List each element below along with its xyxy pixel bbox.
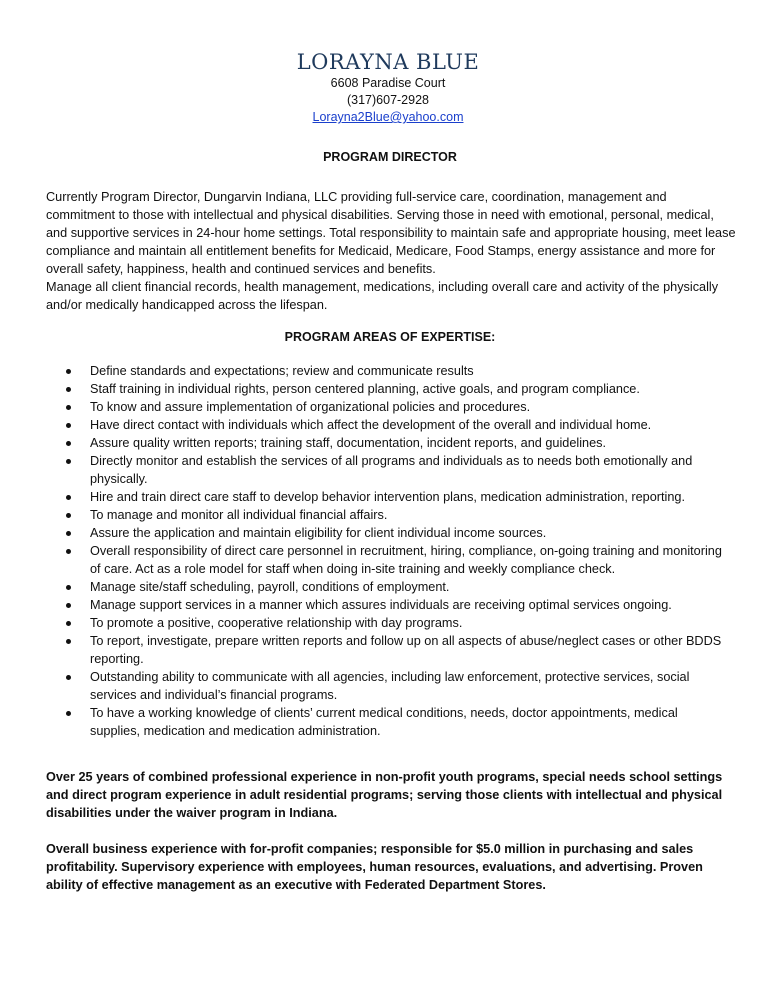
email-link[interactable]: Lorayna2Blue@yahoo.com — [312, 110, 464, 124]
list-item: To have a working knowledge of clients’ current medical conditions, needs, doctor appointments, medical supplies, medication and medication administration. — [0, 704, 768, 740]
bullet-icon — [66, 639, 71, 644]
list-item: Staff training in individual rights, person centered planning, active goals, and program compliance. — [0, 380, 768, 398]
bullet-icon — [66, 423, 71, 428]
bullet-icon — [66, 621, 71, 626]
list-item: To know and assure implementation of organizational policies and procedures. — [0, 398, 768, 416]
summary-paragraph: Manage all client financial records, health management, medications, including overall care and activity of the physically and/or medically handicapped across the lifespan. — [46, 280, 719, 312]
bullet-icon — [66, 495, 71, 500]
list-item: To promote a positive, cooperative relationship with day programs. — [0, 614, 768, 632]
list-item: Manage site/staff scheduling, payroll, conditions of employment. — [0, 578, 768, 596]
address: 6608 Paradise Court — [330, 76, 446, 90]
experience-paragraph: Over 25 years of combined professional experience in non-profit youth programs, special needs school settings and direct program experience in adult residential programs; serving those clients with intellectual and physical disabilities under the waiver program in Indiana. — [46, 770, 723, 820]
bullet-icon — [66, 387, 71, 392]
business-experience-paragraph: Overall business experience with for-profit companies; responsible for $5.0 million in purchasing and sales profitability. Supervisory experience with employees, human resources, evaluations, and advertising. Proven ability of effective management as an executive with Federated Department Stores. — [46, 842, 703, 892]
bullet-icon — [66, 531, 71, 536]
list-item: Assure quality written reports; training staff, documentation, incident reports, and guidelines. — [0, 434, 768, 452]
bullet-icon — [66, 441, 71, 446]
list-item: Outstanding ability to communicate with all agencies, including law enforcement, protective services, social services and individual’s financial programs. — [0, 668, 768, 704]
role-title: PROGRAM DIRECTOR — [323, 150, 457, 164]
bullet-icon — [66, 585, 71, 590]
bullet-icon — [66, 369, 71, 374]
bullet-icon — [66, 459, 71, 464]
list-item: Hire and train direct care staff to develop behavior intervention plans, medication administration, reporting. — [0, 488, 768, 506]
list-item: Overall responsibility of direct care personnel in recruitment, hiring, compliance, on-going training and monitoring of care. Act as a role model for staff when doing in-site training and weekly compliance check. — [0, 542, 768, 578]
list-item: Manage support services in a manner which assures individuals are receiving optimal services ongoing. — [0, 596, 768, 614]
summary-section — [46, 188, 736, 314]
list-item: To manage and monitor all individual financial affairs. — [0, 506, 768, 524]
candidate-name: LORAYNA BLUE — [296, 50, 480, 74]
expertise-list — [0, 362, 768, 740]
bullet-icon — [66, 549, 71, 554]
bullet-icon — [66, 603, 71, 608]
list-item: Assure the application and maintain eligibility for client individual income sources. — [0, 524, 768, 542]
bullet-icon — [66, 711, 71, 716]
list-item: Directly monitor and establish the services of all programs and individuals as to needs both emotionally and physically. — [0, 452, 768, 488]
summary-paragraph: Currently Program Director, Dungarvin Indiana, LLC providing full-service care, coordination, management and commitment to those with intellectual and physical disabilities. Serving those in need with emotional, personal, medical, and supportive services in 24-hour home settings. Total responsibility to maintain safe and appropriate housing, meet lease compliance and maintain all entitlement benefits for Medicaid, Medicare, Food Stamps, energy assistance and more for overall safety, happiness, health and continued services and benefits. — [46, 190, 736, 276]
bullet-icon — [66, 513, 71, 518]
list-item: Have direct contact with individuals which affect the development of the overall and individual home. — [0, 416, 768, 434]
bullet-icon — [66, 675, 71, 680]
list-item: Define standards and expectations; review and communicate results — [0, 362, 768, 380]
phone: (317)607-2928 — [346, 93, 429, 107]
bullet-icon — [66, 405, 71, 410]
list-item: To report, investigate, prepare written reports and follow up on all aspects of abuse/neglect cases or other BDDS reporting. — [0, 632, 768, 668]
expertise-heading: PROGRAM AREAS OF EXPERTISE: — [284, 330, 496, 344]
resume-header — [0, 49, 768, 126]
